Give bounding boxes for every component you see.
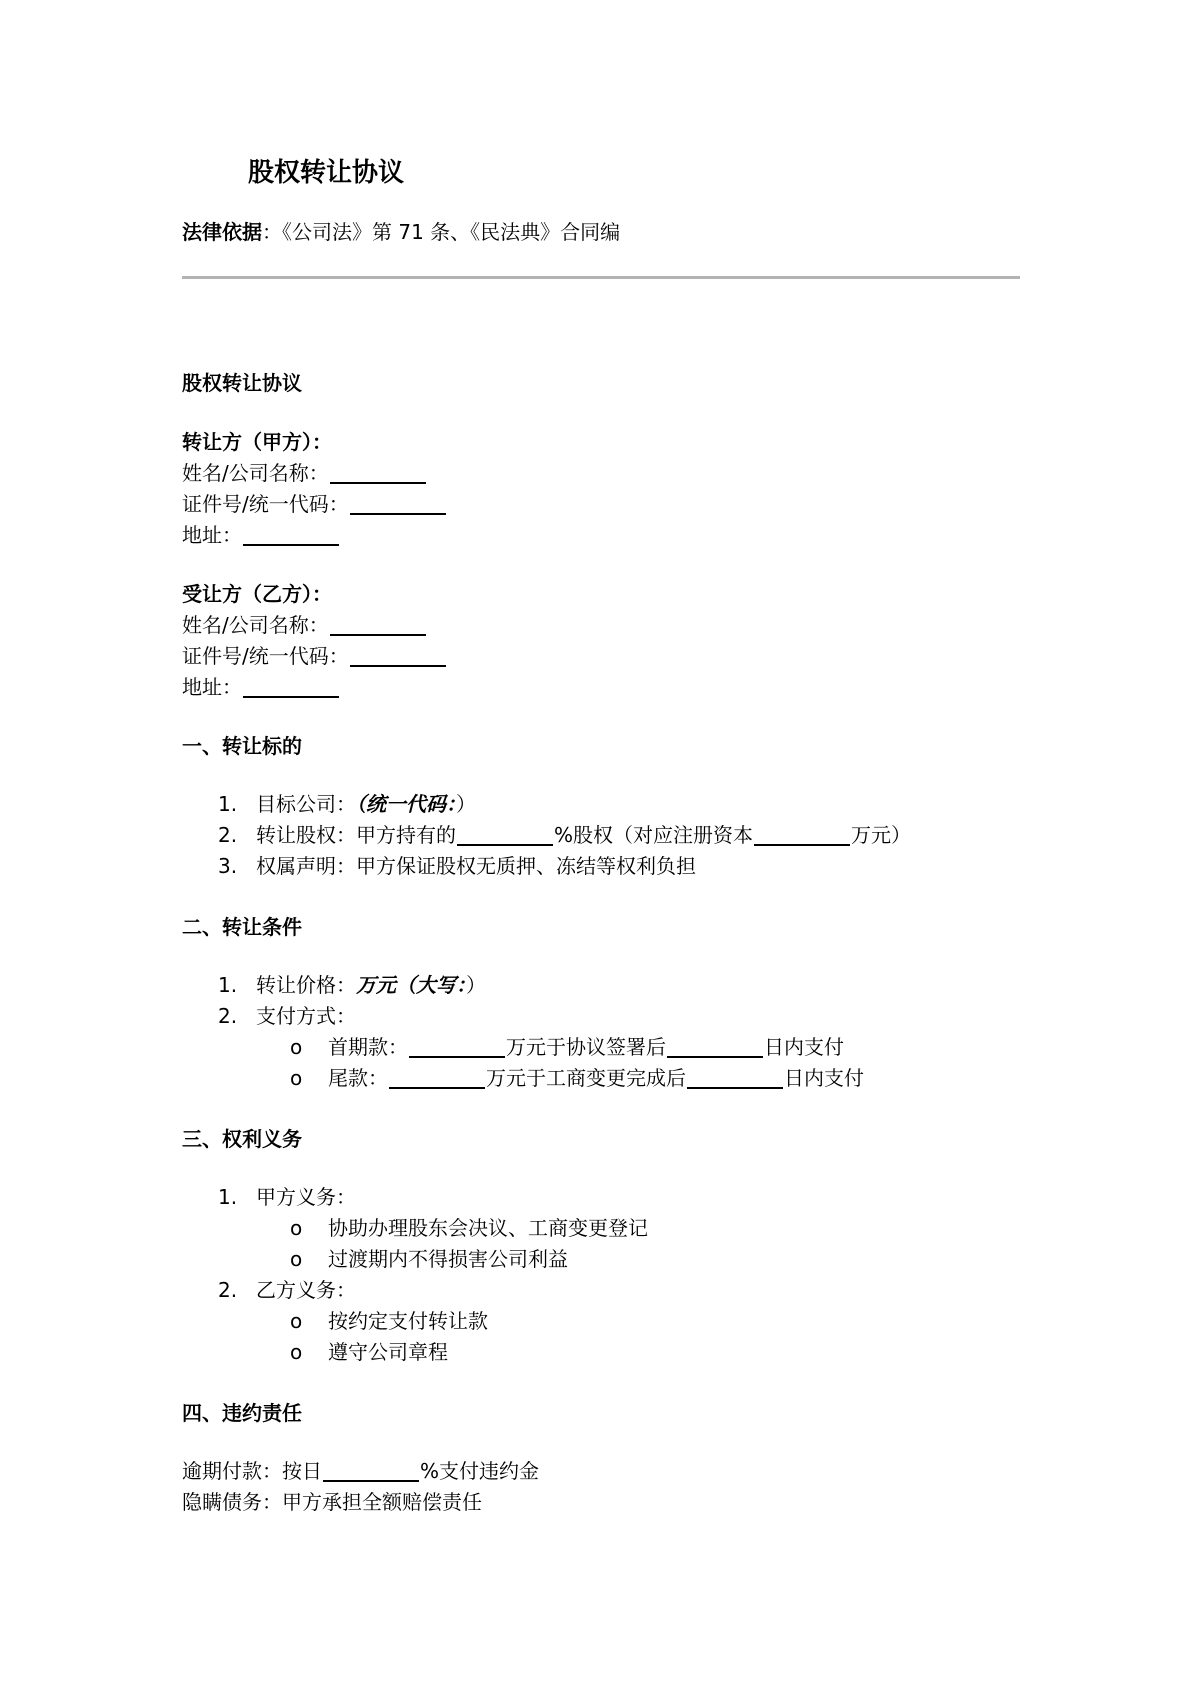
contract-body xyxy=(182,368,1042,1518)
party-a-duties-sublist xyxy=(182,1213,1042,1275)
transferor-name-line xyxy=(182,458,1042,489)
bullet-icon: o xyxy=(290,1309,303,1333)
duty-text: 协助办理股东会决议、工商变更登记 xyxy=(328,1216,648,1240)
ownership-statement: 权属声明：甲方保证股权无质押、冻结等权利负担 xyxy=(256,854,696,878)
transferor-id-blank[interactable] xyxy=(350,489,446,515)
section2-heading: 二、转让条件 xyxy=(182,915,302,939)
legal-basis xyxy=(182,218,620,246)
party-b-duties-sublist xyxy=(182,1306,1042,1368)
sub-list-item xyxy=(182,1032,1042,1063)
list-item xyxy=(182,1275,1042,1306)
first-payment-amount-blank[interactable] xyxy=(409,1032,505,1058)
final-payment-amount-blank[interactable] xyxy=(389,1063,485,1089)
section3-list xyxy=(182,1182,1042,1213)
duty-text: 按约定支付转让款 xyxy=(328,1309,488,1333)
transferee-heading: 受让方（乙方）： xyxy=(182,582,332,606)
final-payment-text: 尾款： xyxy=(328,1066,388,1090)
late-payment-line xyxy=(182,1456,1042,1487)
duty-text: 过渡期内不得损害公司利益 xyxy=(328,1247,568,1271)
section3-heading: 三、权利义务 xyxy=(182,1127,302,1151)
section4-heading: 四、违约责任 xyxy=(182,1401,302,1425)
final-payment-text: 万元于工商变更完成后 xyxy=(486,1066,686,1090)
list-item xyxy=(182,851,1042,882)
transferee-name-label: 姓名/公司名称： xyxy=(182,613,329,637)
transferor-id-line xyxy=(182,489,1042,520)
list-item xyxy=(182,1182,1042,1213)
transferee-address-blank[interactable] xyxy=(243,672,339,698)
transfer-equity-text: 转让股权：甲方持有的 xyxy=(256,823,456,847)
transferor-address-line xyxy=(182,520,1042,551)
transferor-name-label: 姓名/公司名称： xyxy=(182,461,329,485)
section2-list xyxy=(182,970,1042,1032)
list-item xyxy=(182,820,1042,851)
list-number: 1. xyxy=(218,973,238,997)
target-company-label: 目标公司： xyxy=(256,792,356,816)
transferee-address-line xyxy=(182,672,1042,703)
sub-list-item xyxy=(182,1337,1042,1368)
bullet-icon: o xyxy=(290,1216,303,1240)
paren-close: ） xyxy=(466,973,486,997)
transferee-id-blank[interactable] xyxy=(350,641,446,667)
final-payment-days-blank[interactable] xyxy=(687,1063,783,1089)
party-b-duties-label: 乙方义务： xyxy=(256,1278,356,1302)
transferor-heading: 转让方（甲方）： xyxy=(182,430,332,454)
payment-sublist xyxy=(182,1032,1042,1094)
price-label: 转让价格： xyxy=(256,973,356,997)
transferee-name-blank[interactable] xyxy=(330,610,426,636)
penalty-rate-blank[interactable] xyxy=(323,1456,419,1482)
list-number: 2. xyxy=(218,1278,238,1302)
hidden-debt-line: 隐瞒债务：甲方承担全额赔偿责任 xyxy=(182,1490,482,1514)
legal-basis-text: 《公司法》第 71 条、《民法典》合同编 xyxy=(282,220,621,244)
contract-title: 股权转让协议 xyxy=(182,371,302,395)
list-number: 1. xyxy=(218,792,238,816)
equity-percent-blank[interactable] xyxy=(457,820,553,846)
payment-method-label: 支付方式： xyxy=(256,1004,356,1028)
late-payment-text: 逾期付款：按日 xyxy=(182,1459,322,1483)
sub-list-item xyxy=(182,1063,1042,1094)
first-payment-text: 日内支付 xyxy=(764,1035,844,1059)
price-uppercase-label: 万元（大写： xyxy=(356,973,466,997)
bullet-icon: o xyxy=(290,1340,303,1364)
target-company-code-label: （统一代码： xyxy=(356,792,456,816)
bullet-icon: o xyxy=(290,1066,303,1090)
document-title: 股权转让协议 xyxy=(248,158,405,188)
late-payment-text: %支付违约金 xyxy=(420,1459,540,1483)
horizontal-divider xyxy=(182,276,1020,279)
transferor-address-blank[interactable] xyxy=(243,520,339,546)
sub-list-item xyxy=(182,1306,1042,1337)
list-item xyxy=(182,1001,1042,1032)
transferee-id-line xyxy=(182,641,1042,672)
transferee-name-line xyxy=(182,610,1042,641)
transferee-address-label: 地址： xyxy=(182,675,242,699)
transfer-equity-text: 万元） xyxy=(851,823,912,847)
section1-heading: 一、转让标的 xyxy=(182,734,302,758)
transferee-id-label: 证件号/统一代码： xyxy=(182,644,349,668)
list-item xyxy=(182,789,1042,820)
list-number: 1. xyxy=(218,1185,238,1209)
bullet-icon: o xyxy=(290,1247,303,1271)
registered-capital-blank[interactable] xyxy=(754,820,850,846)
list-number: 3. xyxy=(218,854,238,878)
sub-list-item xyxy=(182,1244,1042,1275)
transfer-equity-text: %股权（对应注册资本 xyxy=(554,823,754,847)
sub-list-item xyxy=(182,1213,1042,1244)
paren-close: ） xyxy=(456,792,476,816)
party-a-duties-label: 甲方义务： xyxy=(256,1185,356,1209)
list-item xyxy=(182,970,1042,1001)
legal-basis-label: 法律依据 xyxy=(182,220,262,244)
first-payment-text: 万元于协议签署后 xyxy=(506,1035,666,1059)
list-number: 2. xyxy=(218,823,238,847)
final-payment-text: 日内支付 xyxy=(784,1066,864,1090)
bullet-icon: o xyxy=(290,1035,303,1059)
legal-basis-separator: ： xyxy=(262,220,282,244)
section1-list xyxy=(182,789,1042,882)
first-payment-days-blank[interactable] xyxy=(667,1032,763,1058)
duty-text: 遵守公司章程 xyxy=(328,1340,448,1364)
first-payment-text: 首期款： xyxy=(328,1035,408,1059)
transferor-name-blank[interactable] xyxy=(330,458,426,484)
list-number: 2. xyxy=(218,1004,238,1028)
transferor-address-label: 地址： xyxy=(182,523,242,547)
section3-list-cont xyxy=(182,1275,1042,1306)
transferor-id-label: 证件号/统一代码： xyxy=(182,492,349,516)
